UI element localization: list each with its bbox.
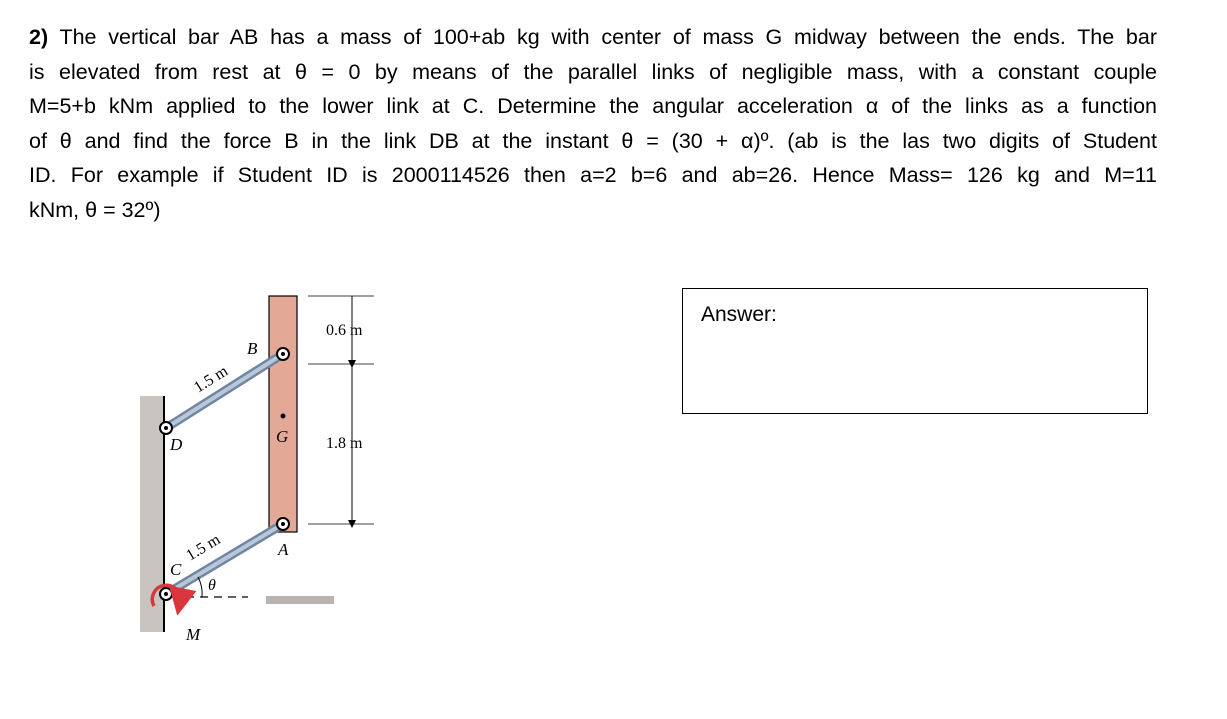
label-m: M — [186, 625, 201, 644]
pin-a — [277, 518, 289, 530]
link-ca-highlight — [166, 524, 283, 594]
label-dim-top: 0.6 m — [326, 322, 363, 339]
link-db-highlight — [166, 354, 283, 428]
problem-line-4: of θ and find the force B in the link DB at the instant θ = (30 + α)º. (ab is the las two digits of Student — [29, 128, 1157, 153]
label-link-top-length: 1.5 m — [191, 362, 232, 397]
pin-d — [160, 422, 172, 434]
answer-box[interactable] — [682, 288, 1148, 414]
theta-arc — [198, 577, 202, 597]
label-g: G — [276, 427, 289, 446]
floor — [266, 596, 334, 604]
mechanism-figure — [130, 290, 390, 650]
pin-b — [277, 348, 289, 360]
problem-line-5: ID. For example if Student ID is 2000114526 then a=2 b=6 and ab=26. Hence Mass= 126 kg and M=11 — [29, 163, 1157, 187]
label-b: B — [247, 339, 258, 358]
problem-line-6: kNm, θ = 32º) — [29, 197, 161, 222]
problem-statement — [29, 20, 1157, 227]
label-a: A — [278, 540, 289, 559]
label-dim-main: 1.8 m — [326, 435, 363, 452]
problem-number: 2) — [29, 25, 49, 49]
problem-line-2: is elevated from rest at θ = 0 by means of the parallel links of negligible mass, with a constant couple — [29, 59, 1157, 84]
label-link-bottom-length: 1.5 m — [183, 531, 224, 565]
pin-c — [160, 588, 172, 600]
answer-label: Answer: — [701, 303, 777, 326]
problem-line-1: 2) The vertical bar AB has a mass of 100+ab kg with center of mass G midway between the ends. The bar — [29, 25, 1157, 49]
label-theta: θ — [208, 577, 216, 594]
center-of-mass-g — [281, 414, 286, 419]
label-d: D — [170, 435, 183, 454]
problem-line-3: M=5+b kNm applied to the lower link at C. Determine the angular acceleration α of the links as a function — [29, 94, 1157, 118]
label-c: C — [170, 560, 182, 579]
